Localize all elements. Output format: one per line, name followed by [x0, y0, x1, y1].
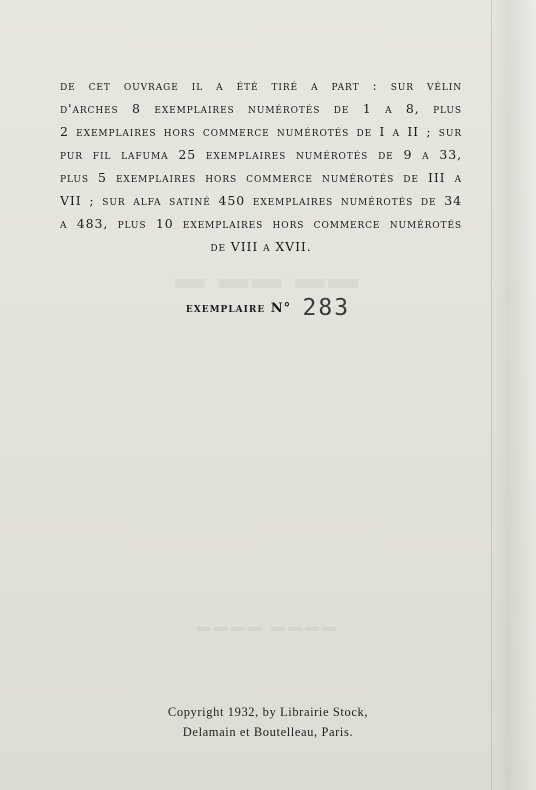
- limitation-line: plus 5 exemplaires hors commerce numérotés de III a: [60, 170, 462, 185]
- show-through-title: ▬ ▬▬ ▬▬: [175, 262, 361, 295]
- page-edge-shadow: [490, 0, 536, 790]
- limitation-line: de VIII a XVII.: [210, 239, 312, 254]
- copy-number-label: exemplaire N°: [185, 301, 292, 316]
- publisher-line: Delamain et Boutelleau, Paris.: [182, 725, 354, 739]
- limitation-line: d'arches 8 exemplaires numérotés de 1 a 8, plus: [60, 101, 462, 116]
- limitation-line: VII ; sur alfa satiné 450 exemplaires numérotés de 34: [60, 193, 462, 208]
- copyright-line: Copyright 1932, by Librairie Stock,: [167, 705, 369, 719]
- limitation-line: a 483, plus 10 exemplaires hors commerce numérotés: [60, 216, 462, 231]
- limitation-statement: [60, 74, 462, 258]
- copyright-notice: [0, 702, 536, 742]
- limitation-line: 2 exemplaires hors commerce numérotés de I a II ; sur: [60, 124, 462, 139]
- show-through-publisher: ▬▬▬▬ ▬▬▬▬: [196, 620, 340, 635]
- limitation-line: de cet ouvrage il a été tiré a part : sur vélin: [60, 78, 462, 93]
- limitation-line: pur fil lafuma 25 exemplaires numérotés de 9 a 33,: [60, 147, 462, 162]
- page-edge-line: [491, 0, 492, 790]
- copy-number: [0, 292, 536, 321]
- copy-number-value: 283: [302, 295, 351, 321]
